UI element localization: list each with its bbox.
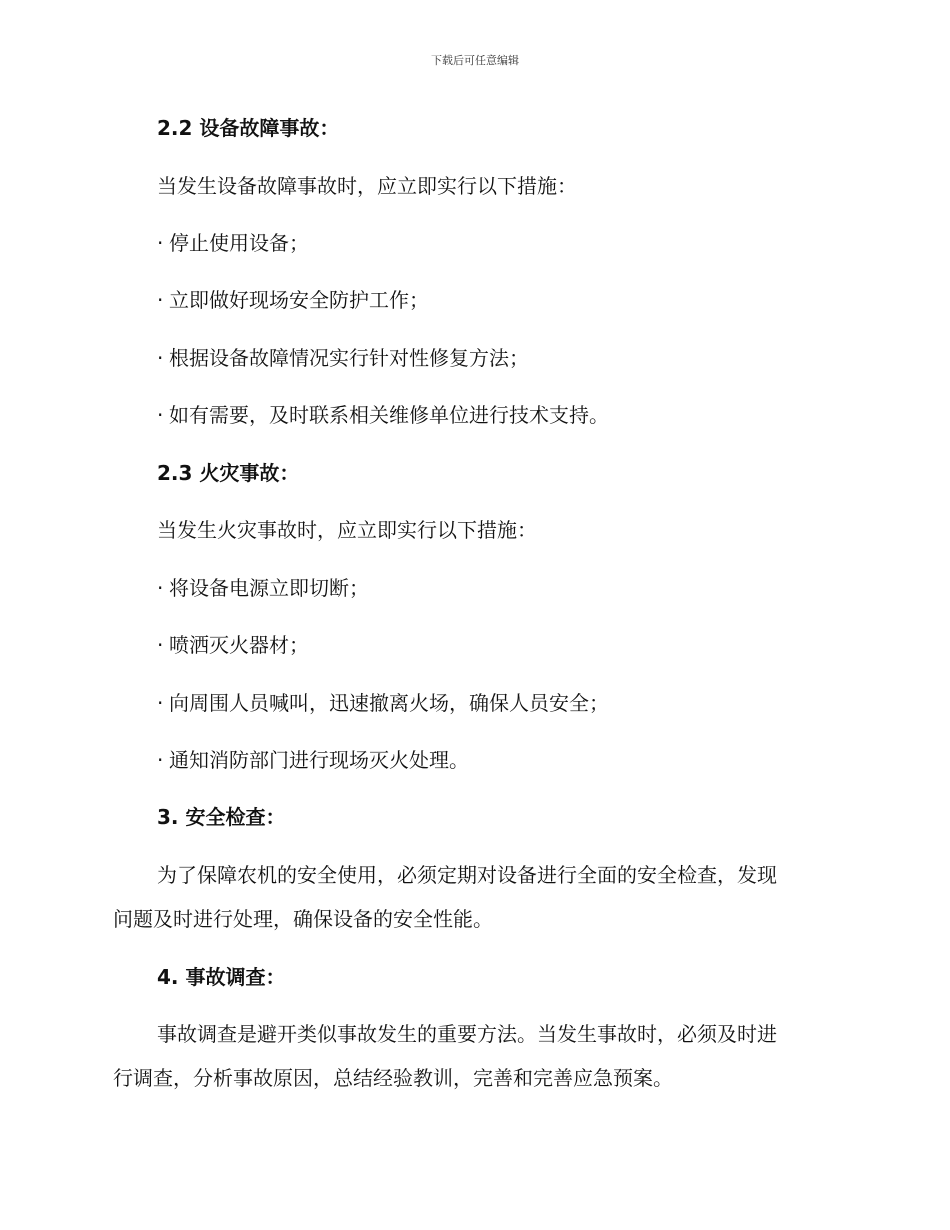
bullet-dot: · — [157, 576, 164, 600]
section-4-paragraph-line: 行调查，分析事故原因，总结经验教训，完善和完善应急预案。 — [113, 1066, 673, 1090]
bullet-dot: · — [157, 346, 164, 370]
section-2-3-intro: 当发生火灾事故时，应立即实行以下措施： — [157, 518, 537, 542]
list-item — [157, 746, 469, 774]
list-item-text: 停止使用设备； — [169, 231, 309, 255]
bullet-dot: · — [157, 748, 164, 772]
section-2-2-intro: 当发生设备故障事故时，应立即实行以下措施： — [157, 174, 577, 198]
section-3-paragraph-line: 问题及时进行处理，确保设备的安全性能。 — [113, 907, 493, 931]
page-header-note: 下载后可任意编辑 — [431, 54, 519, 67]
list-item — [157, 689, 609, 717]
list-item — [157, 229, 309, 257]
bullet-dot: · — [157, 691, 164, 715]
bullet-dot: · — [157, 231, 164, 255]
section-4-heading: 4. 事故调查： — [157, 965, 286, 989]
list-item — [157, 344, 529, 372]
section-4-paragraph-line: 事故调查是避开类似事故发生的重要方法。当发生事故时，必须及时进 — [157, 1022, 777, 1046]
bullet-dot: · — [157, 403, 164, 427]
list-item-text: 向周围人员喊叫，迅速撤离火场，确保人员安全； — [169, 691, 609, 715]
bullet-dot: · — [157, 633, 164, 657]
section-2-2-heading: 2.2 设备故障事故： — [157, 116, 340, 140]
list-item-text: 喷洒灭火器材； — [169, 633, 309, 657]
section-3-paragraph-line: 为了保障农机的安全使用，必须定期对设备进行全面的安全检查，发现 — [157, 863, 777, 887]
list-item — [157, 631, 309, 659]
list-item — [157, 286, 429, 314]
list-item-text: 将设备电源立即切断； — [169, 576, 369, 600]
list-item — [157, 401, 609, 429]
section-2-3-heading: 2.3 火灾事故： — [157, 461, 300, 485]
list-item — [157, 574, 369, 602]
list-item-text: 通知消防部门进行现场灭火处理。 — [169, 748, 469, 772]
list-item-text: 根据设备故障情况实行针对性修复方法； — [169, 346, 529, 370]
bullet-dot: · — [157, 288, 164, 312]
list-item-text: 立即做好现场安全防护工作； — [169, 288, 429, 312]
list-item-text: 如有需要，及时联系相关维修单位进行技术支持。 — [169, 403, 609, 427]
section-3-heading: 3. 安全检查： — [157, 805, 286, 829]
